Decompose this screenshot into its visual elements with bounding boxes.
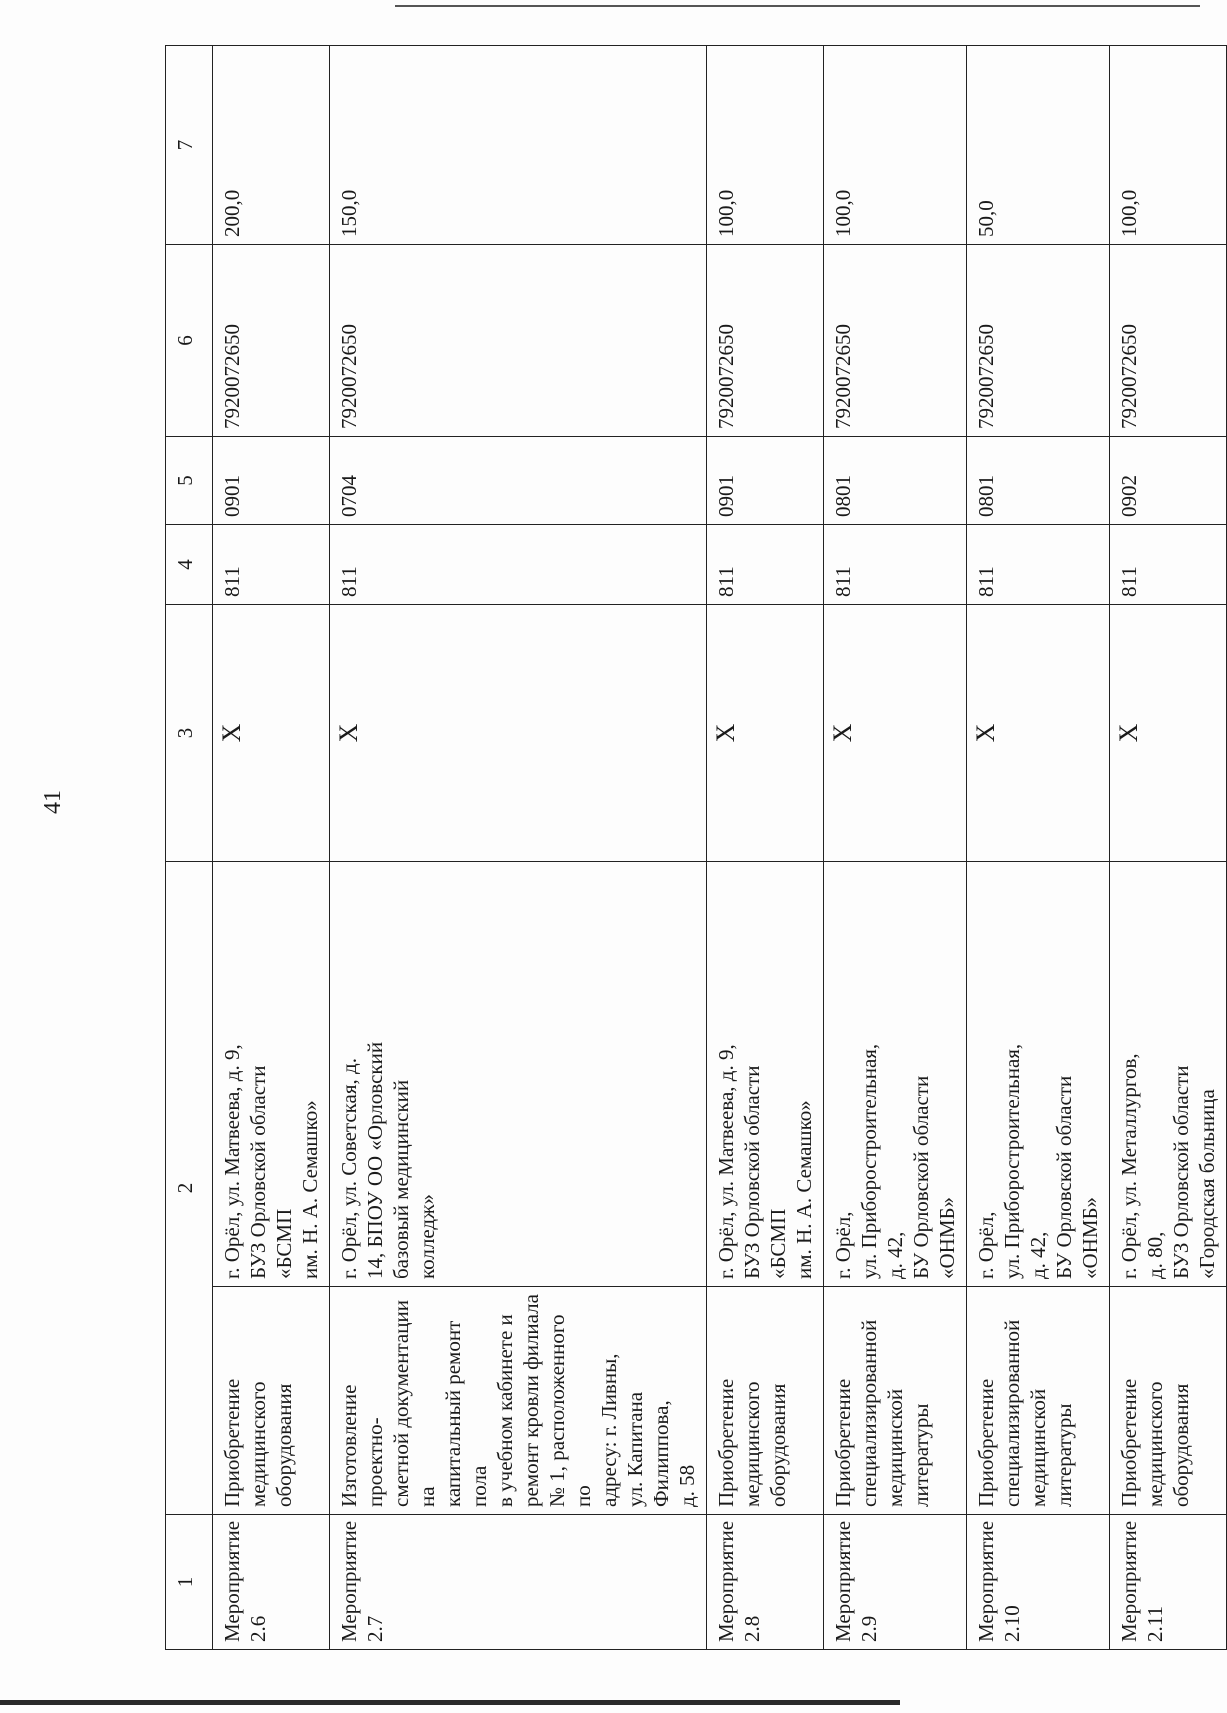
section-cell: 0902 <box>1110 437 1227 525</box>
description-cell: Приобретение специализированной медицинской литературы <box>967 1287 1110 1515</box>
budget-table <box>165 45 1227 1650</box>
scan-edge-bottom <box>0 1700 900 1705</box>
section-cell: 0801 <box>967 437 1110 525</box>
mark-cell: X <box>1110 605 1227 862</box>
target-code-cell: 7920072650 <box>213 245 330 437</box>
amount-cell: 150,0 <box>330 46 707 245</box>
amount-cell: 100,0 <box>1110 46 1227 245</box>
code-cell: 811 <box>967 525 1110 605</box>
mark-cell: X <box>824 605 967 862</box>
table-row <box>330 46 707 1650</box>
code-cell: 811 <box>213 525 330 605</box>
table-row <box>213 46 330 1650</box>
description-cell: Приобретение специализированной медицинской литературы <box>824 1287 967 1515</box>
page-number: 41 <box>40 790 66 814</box>
header-cell: 5 <box>166 437 213 525</box>
event-cell: Мероприятие 2.10 <box>967 1515 1110 1650</box>
amount-cell: 100,0 <box>707 46 824 245</box>
event-cell: Мероприятие 2.7 <box>330 1515 707 1650</box>
scan-edge-top <box>395 5 1200 7</box>
address-cell: г. Орёл, ул. Матвеева, д. 9, БУЗ Орловской области «БСМП им. Н. А. Семашко» <box>707 862 824 1287</box>
section-cell: 0801 <box>824 437 967 525</box>
address-cell: г. Орёл, ул. Металлургов, д. 80, БУЗ Орловской области «Городская больница <box>1110 862 1227 1287</box>
header-cell: 7 <box>166 46 213 245</box>
code-cell: 811 <box>330 525 707 605</box>
table-row <box>1110 46 1227 1650</box>
event-cell: Мероприятие 2.11 <box>1110 1515 1227 1650</box>
header-cell: 4 <box>166 525 213 605</box>
target-code-cell: 7920072650 <box>824 245 967 437</box>
table-row <box>824 46 967 1650</box>
section-cell: 0704 <box>330 437 707 525</box>
section-cell: 0901 <box>213 437 330 525</box>
amount-cell: 50,0 <box>967 46 1110 245</box>
event-cell: Мероприятие 2.6 <box>213 1515 330 1650</box>
header-row <box>166 46 213 1650</box>
section-cell: 0901 <box>707 437 824 525</box>
amount-cell: 100,0 <box>824 46 967 245</box>
description-cell: Изготовление проектно- сметной документации на капитальный ремонт пола в учебном кабинете и ремонт кровли филиала № 1, расположенного по адресу: г. Ливны, ул. Капитана Филиппова, д. 58 <box>330 1287 707 1515</box>
table-row <box>707 46 824 1650</box>
code-cell: 811 <box>1110 525 1227 605</box>
mark-cell: X <box>967 605 1110 862</box>
description-cell: Приобретение медицинского оборудования <box>213 1287 330 1515</box>
mark-cell: X <box>213 605 330 862</box>
mark-cell: X <box>330 605 707 862</box>
description-cell: Приобретение медицинского оборудования <box>707 1287 824 1515</box>
address-cell: г. Орёл, ул. Приборостроительная, д. 42, БУ Орловской области «ОНМБ» <box>967 862 1110 1287</box>
target-code-cell: 7920072650 <box>1110 245 1227 437</box>
header-cell: 1 <box>166 1515 213 1650</box>
code-cell: 811 <box>707 525 824 605</box>
address-cell: г. Орёл, ул. Приборостроительная, д. 42, БУ Орловской области «ОНМБ» <box>824 862 967 1287</box>
target-code-cell: 7920072650 <box>967 245 1110 437</box>
header-cell: 6 <box>166 245 213 437</box>
amount-cell: 200,0 <box>213 46 330 245</box>
target-code-cell: 7920072650 <box>707 245 824 437</box>
target-code-cell: 7920072650 <box>330 245 707 437</box>
event-cell: Мероприятие 2.8 <box>707 1515 824 1650</box>
header-cell: 2 <box>166 862 213 1515</box>
mark-cell: X <box>707 605 824 862</box>
table-row <box>967 46 1110 1650</box>
header-cell: 3 <box>166 605 213 862</box>
description-cell: Приобретение медицинского оборудования <box>1110 1287 1227 1515</box>
address-cell: г. Орёл, ул. Советская, д. 14, БПОУ ОО «Орловский базовый медицинский колледж» <box>330 862 707 1287</box>
event-cell: Мероприятие 2.9 <box>824 1515 967 1650</box>
rotated-table-frame <box>165 46 1219 1650</box>
address-cell: г. Орёл, ул. Матвеева, д. 9, БУЗ Орловской области «БСМП им. Н. А. Семашко» <box>213 862 330 1287</box>
code-cell: 811 <box>824 525 967 605</box>
